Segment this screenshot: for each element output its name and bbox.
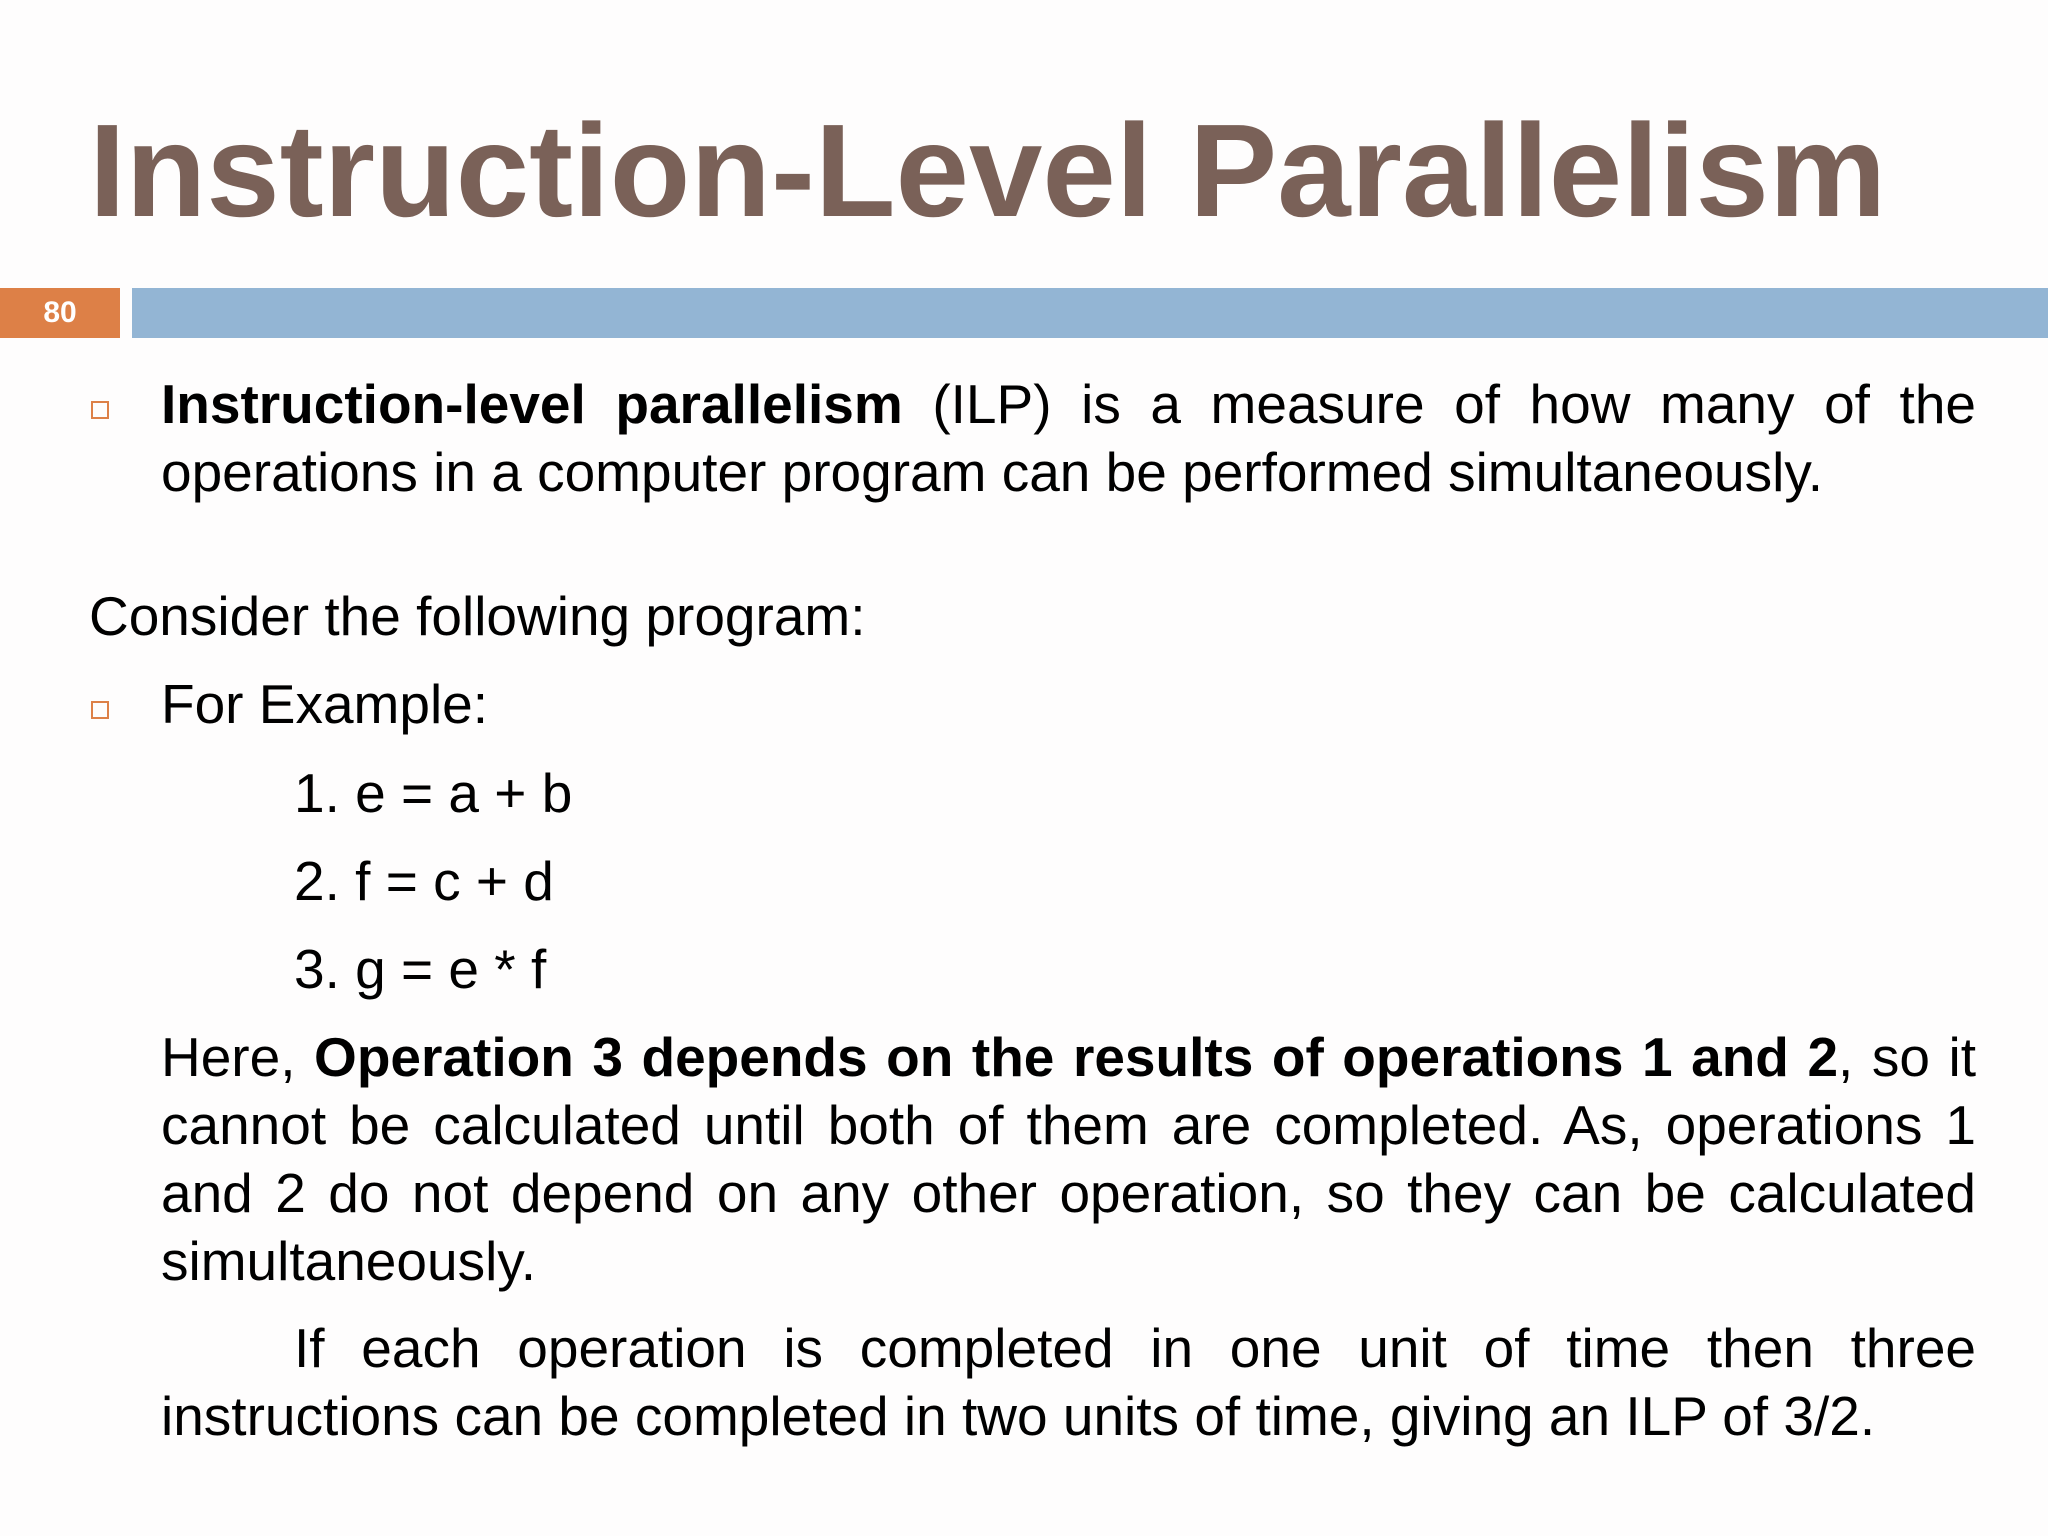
header-accent-bar xyxy=(132,288,2048,338)
program-line-1: 1. e = a + b xyxy=(294,762,573,824)
ilp-term: Instruction-level parallelism xyxy=(161,373,903,435)
slide-number-badge: 80 xyxy=(0,288,120,338)
ilp-definition-paragraph xyxy=(161,370,1976,506)
conclusion-paragraph: If each operation is completed in one unit of time then three instructions can be completed in two units of time, giving an ILP of 3/2. xyxy=(161,1317,1976,1447)
slide-title: Instruction-Level Parallelism xyxy=(89,97,1887,244)
hollow-square-bullet-icon xyxy=(91,401,109,419)
for-example-label: For Example: xyxy=(161,673,489,735)
program-line-3: 3. g = e * f xyxy=(294,938,547,1000)
ilp-definition-text: (ILP) is a measure of how many of the operations in a computer program can be performed simultaneously. xyxy=(161,373,1976,503)
explanation-prefix: Here, xyxy=(161,1026,315,1088)
hollow-square-bullet-icon xyxy=(91,701,109,719)
consider-program-text: Consider the following program: xyxy=(89,585,866,647)
explanation-emphasis: Operation 3 depends on the results of operations 1 and 2 xyxy=(314,1026,1839,1088)
program-line-2: 2. f = c + d xyxy=(294,850,554,912)
explanation-paragraph xyxy=(161,1023,1976,1295)
explanation-suffix: , so it cannot be calculated until both of them are completed. As, operations 1 and 2 do not depend on any other operation, so they can be calculated simultaneously. xyxy=(161,1026,1977,1292)
